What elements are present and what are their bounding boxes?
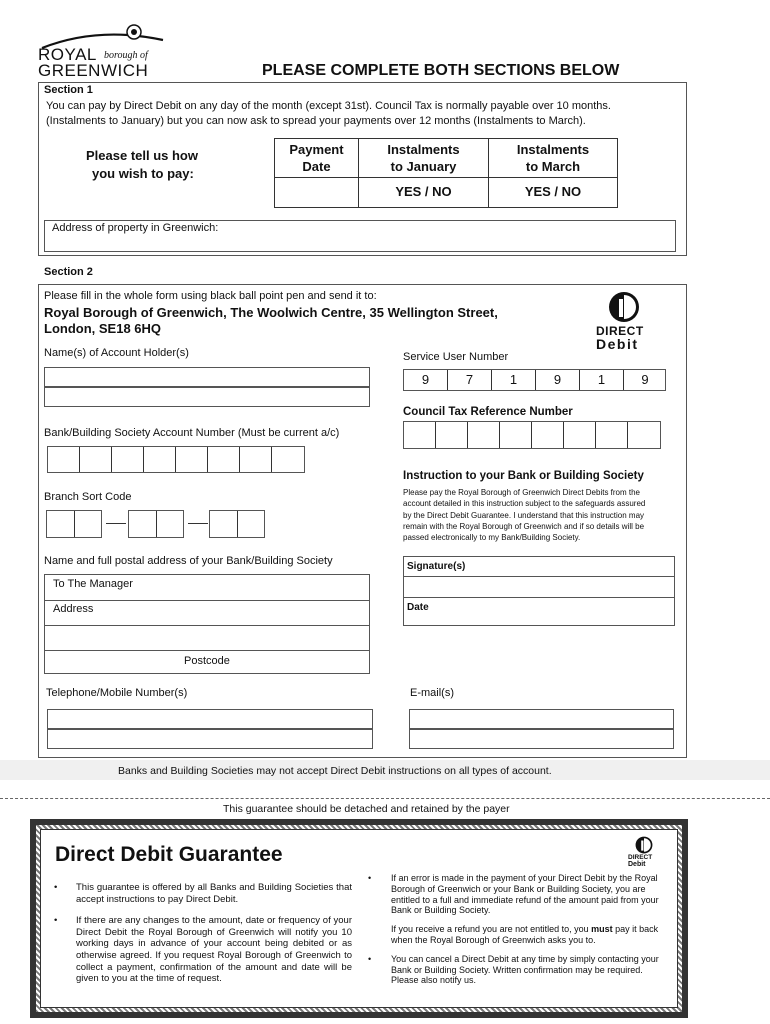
instalments-january-header: Instalments to January [358, 138, 489, 178]
sort-code-label: Branch Sort Code [44, 491, 132, 503]
dd-logo-debit: Debit [596, 336, 639, 352]
phone-field-1[interactable] [47, 709, 373, 729]
instalments-march-header: Instalments to March [488, 138, 618, 178]
account-holder-field-2[interactable] [44, 387, 370, 407]
service-user-digit: 1 [492, 370, 536, 390]
service-user-number [403, 369, 666, 391]
service-user-digit: 9 [404, 370, 448, 390]
council-tax-ref-label: Council Tax Reference Number [403, 406, 573, 418]
address-label: Address [53, 603, 94, 615]
pay-prompt-2: you wish to pay: [92, 166, 194, 181]
pay-prompt: Please tell us how [86, 148, 198, 163]
email-field-1[interactable] [409, 709, 674, 729]
direct-debit-icon [634, 836, 654, 854]
direct-debit-logo [567, 287, 683, 353]
service-user-digit: 9 [641, 372, 649, 387]
guarantee-dd-direct: DIRECT [628, 854, 653, 861]
bullet-icon: • [368, 953, 372, 964]
sort-code-field[interactable] [46, 510, 266, 538]
email-field-2[interactable] [409, 729, 674, 749]
dd-logo-direct: DIRECT [596, 324, 644, 338]
bank-address-label: Name and full postal address of your Bank/Building Society [44, 555, 333, 567]
return-address-2: London, SE18 6HQ [44, 321, 162, 336]
postcode-label: Postcode [184, 655, 230, 667]
account-holder-field-1[interactable] [44, 367, 370, 387]
instalments-march-choice[interactable]: YES / NO [488, 177, 618, 208]
service-user-digit: 1 [580, 370, 624, 390]
account-holder-label: Name(s) of Account Holder(s) [44, 347, 189, 359]
list-item: • If an error is made in the payment of your Direct Debit by the Royal Borough of Greenwich or your Bank or Building Society, you are entitled to a full and immediate refund of the amount paid from your Bank or Building Society. [368, 873, 659, 916]
section-1-heading: Section 1 [44, 84, 93, 96]
council-logo [38, 22, 168, 82]
bullet-icon: • [368, 873, 372, 883]
section-1-intro: You can pay by Direct Debit on any day of the month (except 31st). Council Tax is normally payable over 10 months. [46, 100, 611, 112]
payment-choice-table [274, 138, 618, 208]
send-instructions: Please fill in the whole form using black ball point pen and send it to: [44, 290, 377, 302]
service-user-digit: 7 [448, 370, 492, 390]
guarantee-title: Direct Debit Guarantee [55, 843, 283, 866]
email-label: E-mail(s) [410, 687, 454, 699]
logo-borough: borough of [104, 50, 148, 61]
instruction-text: Please pay the Royal Borough of Greenwich Direct Debits from the account detailed in this instruction subject to the safeguards assured by the Direct Debit Guarantee. I understand that this instruction may remain with the Royal Borough of Greenwich and if so details will be passed electronically to my Bank/Building Society. [403, 488, 646, 543]
service-user-label: Service User Number [403, 351, 509, 363]
signature-field[interactable] [403, 577, 675, 597]
return-address: Royal Borough of Greenwich, The Woolwich Centre, 35 Wellington Street, [44, 305, 498, 320]
logo-royal: ROYAL [38, 45, 97, 64]
list-item: • If there are any changes to the amount, date or frequency of your Direct Debit the Royal Borough of Greenwich will notify you 10 working days in advance of your account being debited or as otherwise agreed. If you request Royal Borough of Greenwich to collect a payment, confirmation of the amount and date will be given to you at the time of request. [54, 915, 352, 985]
bullet-icon: • [54, 882, 58, 893]
signature-label: Signature(s) [407, 561, 466, 572]
date-label: Date [407, 602, 429, 613]
detach-note: This guarantee should be detached and retained by the payer [223, 803, 510, 815]
bullet-icon: • [54, 915, 58, 927]
payment-date-header: Payment Date [274, 138, 359, 178]
footer-note: Banks and Building Societies may not accept Direct Debit instructions on all types of account. [118, 765, 552, 777]
direct-debit-icon [607, 291, 641, 323]
phone-label: Telephone/Mobile Number(s) [46, 687, 188, 699]
section-1-intro-2: (Instalments to January) but you can now ask to spread your payments over 12 months (Instalments to March). [46, 115, 586, 127]
service-user-digit: 9 [536, 370, 580, 390]
guarantee-right-column [368, 873, 666, 986]
council-tax-ref-field[interactable] [403, 421, 661, 449]
account-number-label: Bank/Building Society Account Number (Must be current a/c) [44, 427, 340, 439]
property-address-label: Address of property in Greenwich: [52, 222, 219, 234]
phone-field-2[interactable] [47, 729, 373, 749]
instalments-january-choice[interactable]: YES / NO [358, 177, 489, 208]
guarantee-dd-logo [626, 836, 662, 870]
page-title: PLEASE COMPLETE BOTH SECTIONS BELOW [262, 62, 620, 79]
guarantee-dd-debit: Debit [628, 861, 646, 868]
detach-line [0, 798, 770, 799]
list-item: • This guarantee is offered by all Banks and Building Societies that accept instructions to pay Direct Debit. [54, 882, 352, 905]
refund-paragraph: If you receive a refund you are not entitled to, you must pay it back when the Royal Borough of Greenwich asks you to. [391, 924, 659, 945]
section-2-heading: Section 2 [44, 266, 93, 278]
to-manager-label: To The Manager [53, 578, 133, 590]
payment-date-field[interactable] [274, 177, 359, 208]
account-number-field[interactable] [47, 446, 305, 473]
logo-greenwich: GREENWICH [38, 61, 149, 80]
guarantee-left-column [52, 882, 352, 985]
instruction-heading: Instruction to your Bank or Building Society [403, 470, 644, 482]
list-item: • You can cancel a Direct Debit at any time by simply contacting your Bank or Building Society. Written confirmation may be required. Please also notify us. [368, 953, 659, 986]
